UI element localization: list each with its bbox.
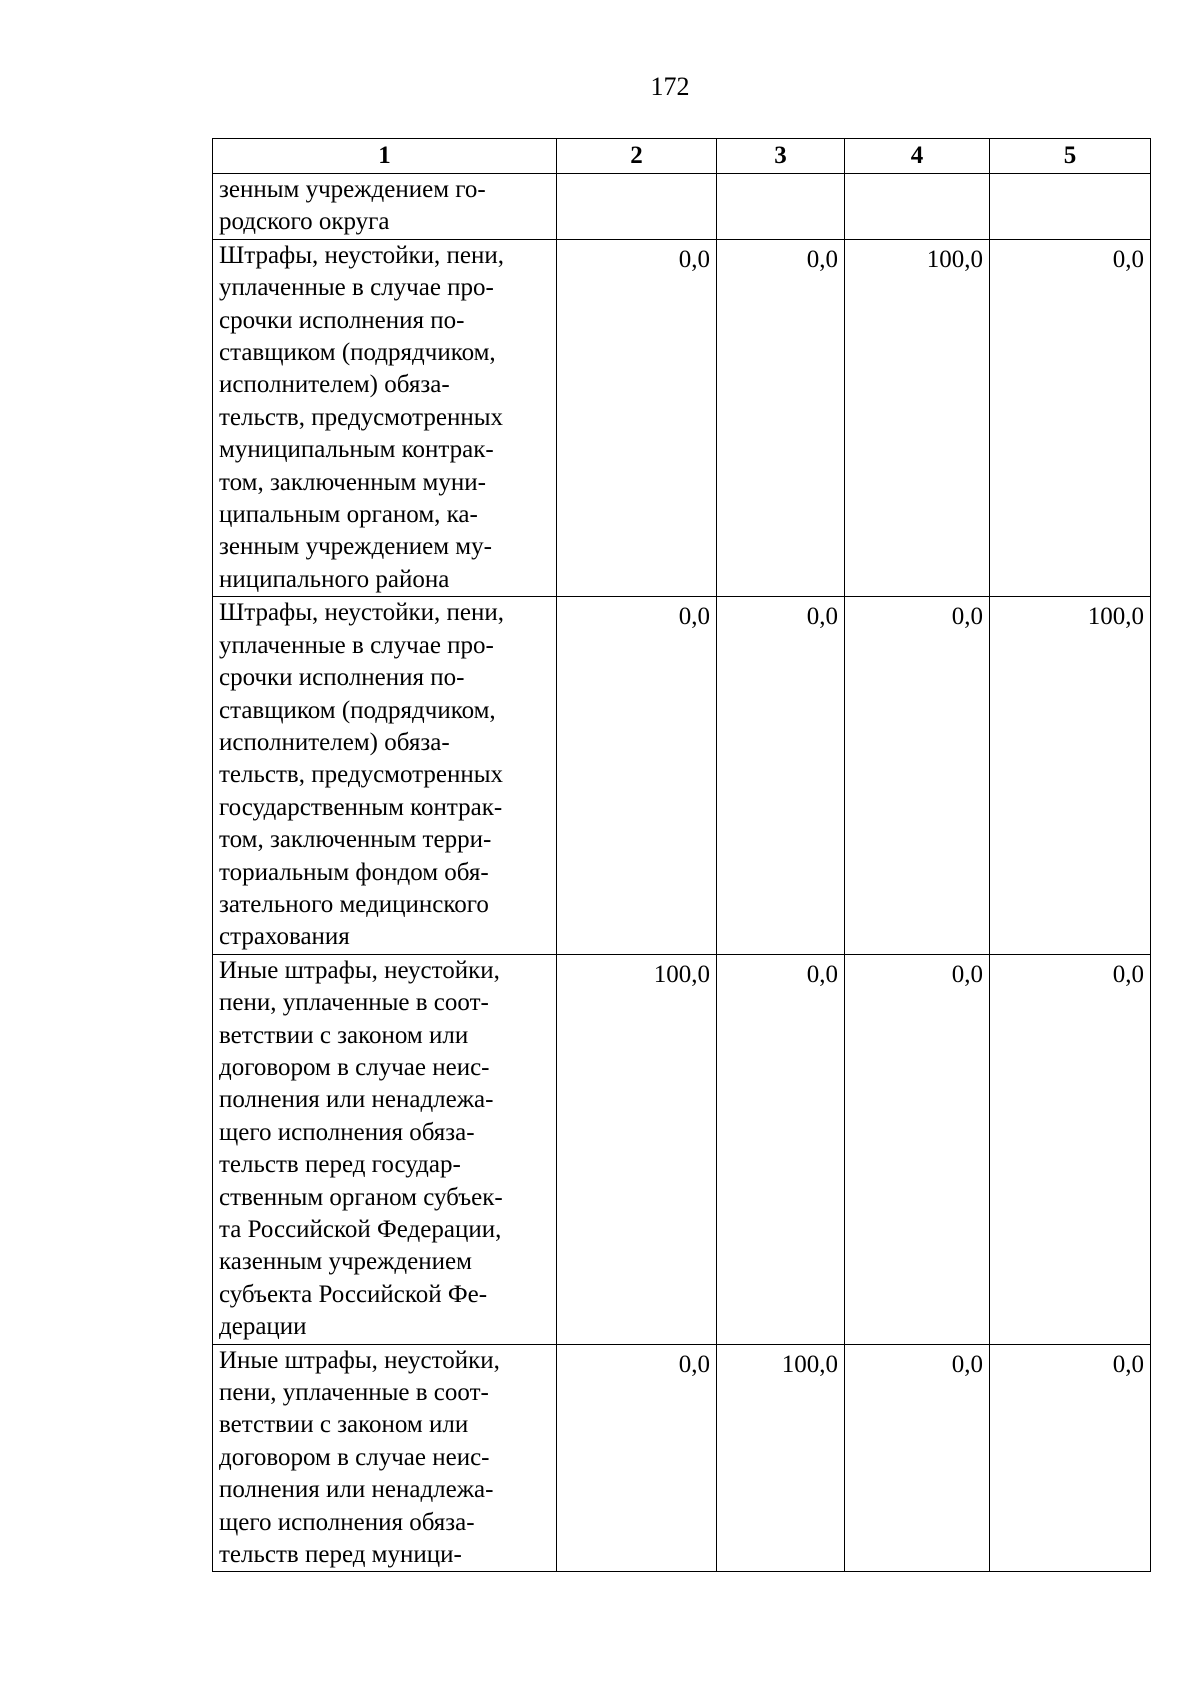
- value-col-3: [717, 174, 845, 240]
- value-col-4: 0,0: [845, 597, 990, 954]
- table-row: [213, 174, 1151, 240]
- row-description: Штрафы, неустойки, пени, уплаченные в случае про- срочки исполнения по- ставщиком (подрядчиком, исполнителем) обяза- тельств, предусмотренных государственным контрак- том, заключенным терри- ториальным фондом обя- зательного медицинского страхования: [213, 597, 557, 954]
- value-col-4: 0,0: [845, 954, 990, 1344]
- value-col-3: 0,0: [717, 239, 845, 596]
- table-row: [213, 1344, 1151, 1572]
- row-description: Штрафы, неустойки, пени, уплаченные в случае про- срочки исполнения по- ставщиком (подрядчиком, исполнителем) обяза- тельств, предусмотренных муниципальным контрак- том, заключенным муни- ципальным органом, ка- зенным учреждением му- ниципального района: [213, 239, 557, 596]
- value-col-2: 100,0: [557, 954, 717, 1344]
- column-header-5: 5: [990, 139, 1151, 174]
- column-header-1: 1: [213, 139, 557, 174]
- value-col-4: 0,0: [845, 1344, 990, 1572]
- value-col-3: 100,0: [717, 1344, 845, 1572]
- data-table: [212, 138, 1151, 1572]
- row-description: зенным учреждением го- родского округа: [213, 174, 557, 240]
- value-col-3: 0,0: [717, 597, 845, 954]
- column-header-2: 2: [557, 139, 717, 174]
- value-col-5: 0,0: [990, 1344, 1151, 1572]
- value-col-2: [557, 174, 717, 240]
- value-col-5: 100,0: [990, 597, 1151, 954]
- value-col-5: 0,0: [990, 239, 1151, 596]
- value-col-4: [845, 174, 990, 240]
- value-col-5: 0,0: [990, 954, 1151, 1344]
- column-header-4: 4: [845, 139, 990, 174]
- row-description: Иные штрафы, неустойки, пени, уплаченные в соот- ветствии с законом или договором в случае неис- полнения или ненадлежа- щего исполнения обяза- тельств перед государ- ственным органом субъек- та Российской Федерации, казенным учреждением субъекта Российской Фе- дерации: [213, 954, 557, 1344]
- value-col-2: 0,0: [557, 597, 717, 954]
- value-col-5: [990, 174, 1151, 240]
- table-row: [213, 954, 1151, 1344]
- value-col-2: 0,0: [557, 1344, 717, 1572]
- table-row: [213, 597, 1151, 954]
- page-number: 172: [650, 72, 690, 101]
- header-row: [213, 139, 1151, 174]
- value-col-3: 0,0: [717, 954, 845, 1344]
- column-header-3: 3: [717, 139, 845, 174]
- value-col-4: 100,0: [845, 239, 990, 596]
- row-description: Иные штрафы, неустойки, пени, уплаченные в соот- ветствии с законом или договором в случае неис- полнения или ненадлежа- щего исполнения обяза- тельств перед муници-: [213, 1344, 557, 1572]
- value-col-2: 0,0: [557, 239, 717, 596]
- table-row: [213, 239, 1151, 596]
